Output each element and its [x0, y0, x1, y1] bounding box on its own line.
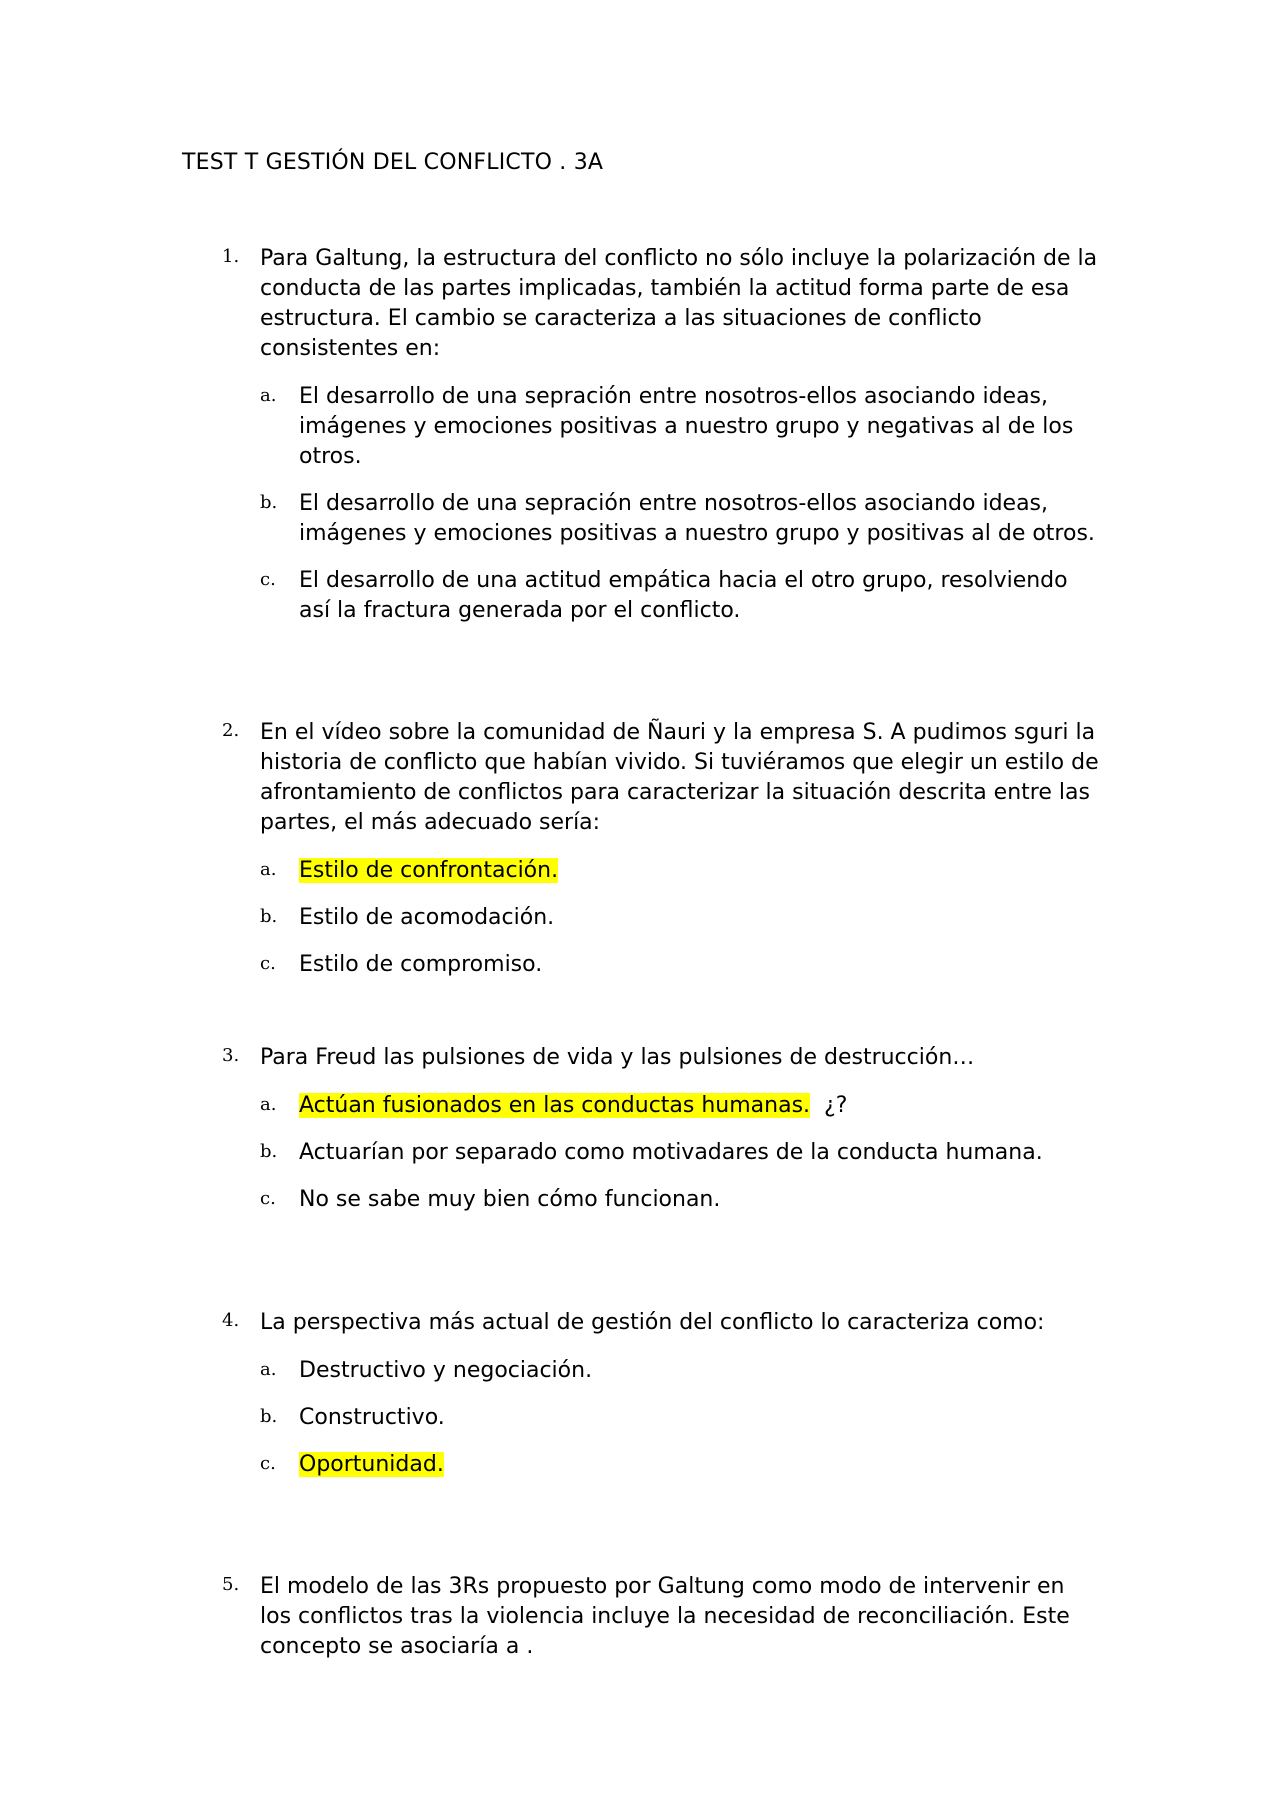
option-letter: c.	[260, 953, 276, 974]
question-number: 3.	[222, 1045, 240, 1066]
option-text: El desarrollo de una sepración entre nosotros-ellos asociando ideas, imágenes y emociones positivas a nuestro grupo y negativas al de los otros.	[299, 384, 1074, 469]
question-1	[222, 244, 1102, 643]
option-letter: a.	[260, 859, 277, 880]
option-c	[222, 950, 1102, 980]
option-note: ¿?	[810, 1093, 848, 1118]
question-5	[222, 1572, 1102, 1662]
option-letter: a.	[260, 1094, 277, 1115]
question-text: En el vídeo sobre la comunidad de Ñauri y la empresa S. A pudimos sguri la historia de conflicto que habían vivido. Si tuviéramos que elegir un estilo de afrontamiento de conflictos para caracterizar la situación descrita entre las partes, el más adecuado sería:	[260, 720, 1099, 835]
question-2	[222, 718, 1102, 997]
option-letter: c.	[260, 1453, 276, 1474]
question-text: La perspectiva más actual de gestión del conflicto lo caracteriza como:	[260, 1310, 1045, 1335]
question-number: 4.	[222, 1310, 240, 1331]
option-text: No se sabe muy bien cómo funcionan.	[299, 1187, 721, 1212]
option-b	[222, 489, 1102, 549]
highlighted-answer: Oportunidad.	[299, 1452, 444, 1477]
option-letter: c.	[260, 1188, 276, 1209]
option-text: Estilo de compromiso.	[299, 952, 543, 977]
option-text	[299, 1091, 1099, 1121]
option-text: Actuarían por separado como motivadares de la conducta humana.	[299, 1140, 1043, 1165]
option-letter: b.	[260, 906, 278, 927]
option-c	[222, 1185, 1102, 1215]
option-letter: b.	[260, 1406, 278, 1427]
question-text: Para Galtung, la estructura del conflicto no sólo incluye la polarización de la conducta de las partes implicadas, también la actitud forma parte de esa estructura. El cambio se caracteriza a las situaciones de conflicto consistentes en:	[260, 246, 1098, 361]
highlighted-answer: Estilo de confrontación.	[299, 858, 559, 883]
answer-options	[222, 1091, 1102, 1215]
highlighted-answer: Actúan fusionados en las conductas humanas.	[299, 1093, 811, 1118]
question-4	[222, 1308, 1102, 1497]
question-number: 1.	[222, 246, 240, 267]
option-a	[222, 382, 1102, 472]
option-b	[222, 903, 1102, 933]
option-text: Constructivo.	[299, 1405, 445, 1430]
option-b	[222, 1138, 1102, 1168]
option-letter: a.	[260, 385, 277, 406]
option-text	[299, 1450, 1099, 1480]
question-number: 2.	[222, 720, 240, 741]
question-text: El modelo de las 3Rs propuesto por Galtung como modo de intervenir en los conflictos tras la violencia incluye la necesidad de reconciliación. Este concepto se asociaría a .	[260, 1574, 1070, 1659]
question-3	[222, 1043, 1102, 1232]
option-text: Destructivo y negociación.	[299, 1358, 593, 1383]
option-text: Estilo de acomodación.	[299, 905, 555, 930]
answer-options	[222, 1356, 1102, 1480]
option-c	[222, 1450, 1102, 1480]
option-letter: b.	[260, 1141, 278, 1162]
option-text: El desarrollo de una actitud empática hacia el otro grupo, resolviendo así la fractura generada por el conflicto.	[299, 568, 1068, 623]
option-text: El desarrollo de una sepración entre nosotros-ellos asociando ideas, imágenes y emociones positivas a nuestro grupo y positivas al de otros.	[299, 491, 1095, 546]
option-a	[222, 1356, 1102, 1386]
option-c	[222, 566, 1102, 626]
option-letter: c.	[260, 569, 276, 590]
option-text	[299, 856, 1099, 886]
question-text: Para Freud las pulsiones de vida y las pulsiones de destrucción…	[260, 1045, 975, 1070]
answer-options	[222, 382, 1102, 626]
option-letter: b.	[260, 492, 278, 513]
page-title: TEST T GESTIÓN DEL CONFLICTO . 3A	[182, 150, 604, 175]
option-b	[222, 1403, 1102, 1433]
question-number: 5.	[222, 1574, 240, 1595]
answer-options	[222, 856, 1102, 980]
option-letter: a.	[260, 1359, 277, 1380]
option-a	[222, 856, 1102, 886]
option-a	[222, 1091, 1102, 1121]
